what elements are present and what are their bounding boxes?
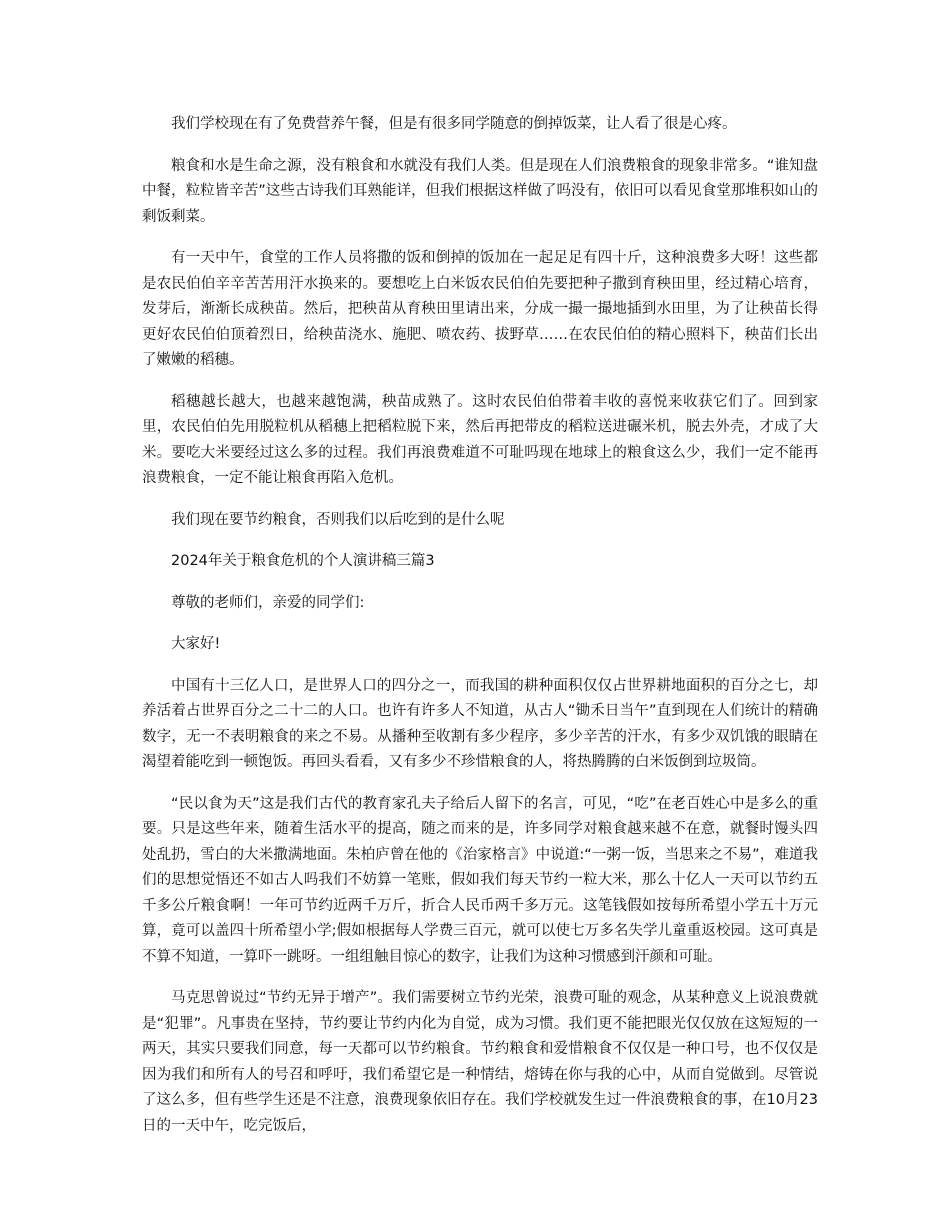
paragraph-4: 稻穗越长越大，也越来越饱满，秧苗成熟了。这时农民伯伯带着丰收的喜悦来收获它们了。回到家里，农民伯伯先用脱粒机从稻穗上把稻粒脱下来，然后再把带皮的稻粒送进碾米机，脱去外壳，才成了大米。要吃大米要经过这么多的过程。我们再浪费难道不可耻吗现在地球上的粮食这么少，我们一定不能再浪费粮食，一定不能让粮食再陷入危机。 (142, 393, 818, 486)
section-heading: 2024年关于粮食危机的个人演讲稿三篇3 (171, 553, 435, 569)
paragraph-2: 粮食和水是生命之源，没有粮食和水就没有我们人类。但是现在人们浪费粮食的现象非常多。“谁知盘中餐，粒粒皆辛苦”这些古诗我们耳熟能详，但我们根据这样做了吗没有，依旧可以看见食堂那堆积如山的剩饭剩菜。 (142, 157, 818, 225)
paragraph-9: 中国有十三亿人口，是世界人口的四分之一，而我国的耕种面积仅仅占世界耕地面积的百分之七，却养活着占世界百分之二十二的人口。也许有许多人不知道，从古人“锄禾日当午”直到现在人们统计的精确数字，无一不表明粮食的来之不易。从播种至收割有多少程序，多少辛苦的汗水，有多少双饥饿的眼睛在渴望着能吃到一顿饱饭。再回头看看，又有多少不珍惜粮食的人，将热腾腾的白米饭倒到垃圾筒。 (142, 677, 818, 770)
paragraph-5: 我们现在要节约粮食，否则我们以后吃到的是什么呢 (171, 511, 505, 528)
paragraph-1: 我们学校现在有了免费营养午餐，但是有很多同学随意的倒掉饭菜，让人看了很是心疼。 (171, 116, 737, 132)
paragraph-10: “民以食为天”这是我们古代的教育家孔夫子给后人留下的名言，可见，“吃”在老百姓心中是多么的重要。只是这些年来，随着生活水平的提高，随之而来的是，许多同学对粮食越来越不在意，就餐时馒头四处乱扔，雪白的大米撒满地面。朱柏庐曾在他的《治家格言》中说道:“一粥一饭，当思来之不易”，难道我们的思想觉悟还不如古人吗我们不妨算一笔账，假如我们每天节约一粒大米，那么十亿人一天可以节约五千多公斤粮食啊！一年可节约近两千万斤，折合人民币两千多万元。这笔钱假如按每所希望小学五十万元算，竟可以盖四十所希望小学;假如根据每人学费三百元，就可以使七万多名失学儿童重返校园。这可真是不算不知道，一算吓一跳呀。一组组触目惊心的数字，让我们为这种习惯感到汗颜和可耻。 (142, 795, 818, 965)
salutation: 尊敬的老师们，亲爱的同学们: (171, 594, 365, 611)
paragraph-11: 马克思曾说过“节约无异于增产”。我们需要树立节约光荣，浪费可耻的观念，从某种意义上说浪费就是“犯罪”。凡事贵在坚持，节约要让节约内化为自觉，成为习惯。我们更不能把眼光仅仅放在这短短的一两天，其实只要我们同意，每一天都可以节约粮食。节约粮食和爱惜粮食不仅仅是一种口号，也不仅仅是因为我们和所有人的号召和呼吁，我们希望它是一种情结，熔铸在你与我的心中，从而自觉做到。尽管说了这么多，但有些学生还是不注意，浪费现象依旧存在。我们学校就发生过一件浪费粮食的事，在10月23日的一天中午，吃完饭后， (142, 990, 818, 1134)
greeting: 大家好! (171, 636, 221, 652)
document-page (142, 112, 818, 1155)
paragraph-3: 有一天中午，食堂的工作人员将撒的饭和倒掉的饭加在一起足足有四十斤，这种浪费多大呀！这些都是农民伯伯辛辛苦苦用汗水换来的。要想吃上白米饭农民伯伯先要把种子撒到育秧田里，经过精心培育，发芽后，渐渐长成秧苗。然后，把秧苗从育秧田里请出来，分成一撮一撮地插到水田里，为了让秧苗长得更好农民伯伯顶着烈日，给秧苗浇水、施肥、喷农药、拔野草……在农民伯伯的精心照料下，秧苗们长出了嫩嫩的稻穗。 (142, 250, 818, 368)
